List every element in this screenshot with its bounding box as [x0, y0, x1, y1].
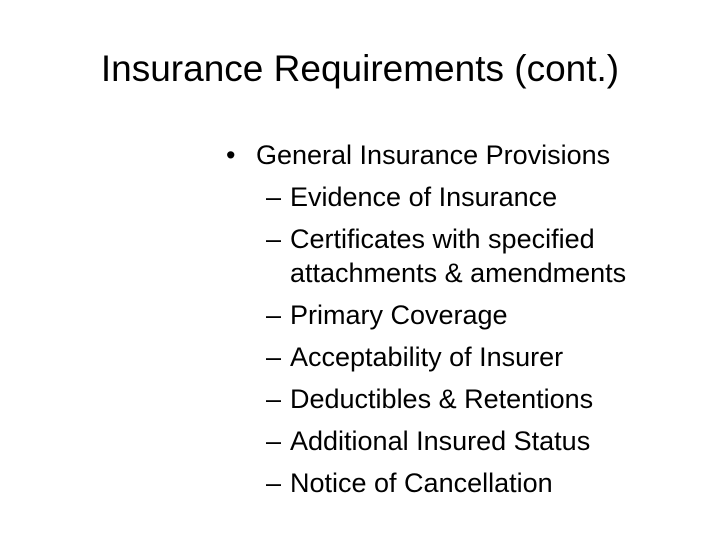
bullet-text: General Insurance Provisions: [256, 140, 611, 170]
sub-bullet-text: Evidence of Insurance: [290, 182, 558, 212]
sub-bullet-item: [266, 378, 706, 420]
dash-icon: –: [266, 342, 282, 372]
dash-icon: –: [266, 224, 282, 254]
sub-bullet-item: [266, 218, 706, 294]
sub-bullet-text: Deductibles & Retentions: [290, 384, 594, 414]
sub-bullet-text: Acceptability of Insurer: [290, 342, 564, 372]
sub-bullet-text: Certificates with specified attachments & amendments: [290, 224, 627, 288]
sub-bullet-item: [266, 336, 706, 378]
sub-bullet-item: [266, 294, 706, 336]
sub-bullet-text: Primary Coverage: [290, 300, 508, 330]
dash-icon: –: [266, 468, 282, 498]
sub-bullet-item: [266, 176, 706, 218]
sub-bullet-text: Additional Insured Status: [290, 426, 591, 456]
dash-icon: –: [266, 426, 282, 456]
dash-icon: –: [266, 300, 282, 330]
sub-bullet-list: [266, 176, 706, 504]
dash-icon: –: [266, 182, 282, 212]
bullet-item: [226, 134, 706, 176]
sub-bullet-item: [266, 462, 706, 504]
sub-bullet-item: [266, 420, 706, 462]
dash-icon: –: [266, 384, 282, 414]
slide-content: [226, 134, 706, 504]
bullet-icon: •: [226, 140, 236, 170]
slide-title: Insurance Requirements (cont.): [100, 48, 620, 89]
sub-bullet-text: Notice of Cancellation: [290, 468, 553, 498]
